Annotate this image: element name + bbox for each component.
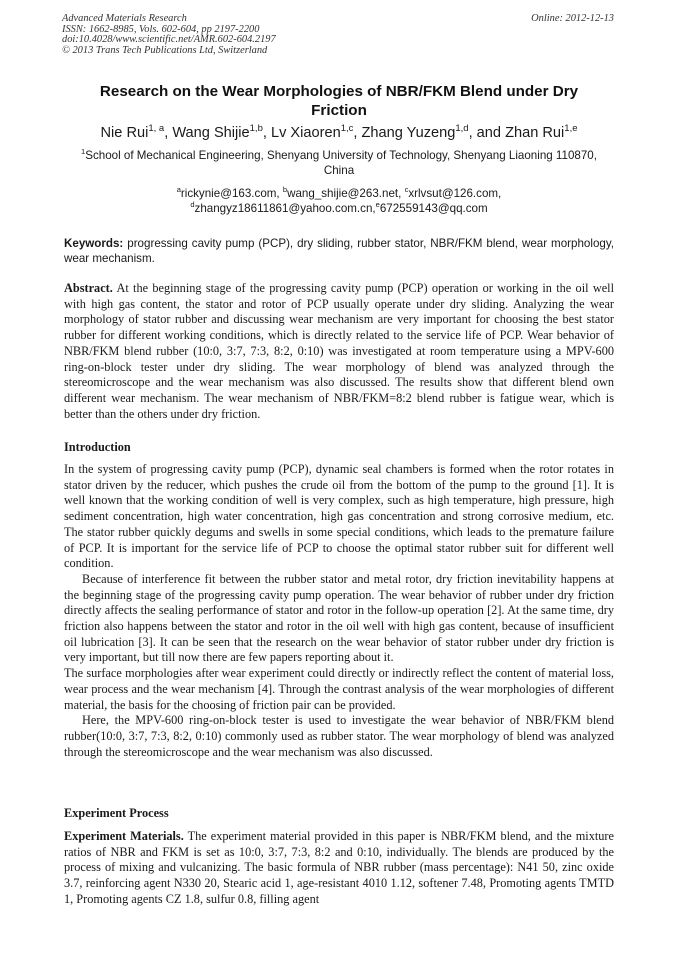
email-link[interactable]: xrlvsut@126.com, (408, 187, 502, 200)
affiliation: $^1$School of Mechanical Engineering, Shenyang University of Technology, Shenyang Liaoning 110870, China (81, 147, 597, 177)
abstract (64, 281, 614, 422)
author: Lv Xiaoren$^{1,c}$, (270, 123, 362, 141)
experiment-materials-text: The experiment material provided in this paper is NBR/FKM blend, and the mixture ratios of NBR and FKM is set as 10:0, 3:7, 7:3, 8:2 and 0:10, individually. The blends are produced by the process of mixing and vulcanizing. The basic formula of NBR rubber (mass percentage): N41 50, zinc oxide 3.7, reinforcing agent N330 20, Stearic acid 1, age-resistant 4010 1.12, softener 7.48, Promoting agents TMTD 1, Promoting agents CZ 1.8, sulfur 0.8, filling agent (64, 829, 614, 906)
experiment-materials-label: Experiment Materials. (64, 829, 184, 843)
journal-copyright: © 2013 Trans Tech Publications Ltd, Switzerland (62, 44, 268, 56)
author: Wang Shijie$^{1,b}$, (172, 123, 271, 141)
experiment-materials (64, 829, 614, 908)
paper-title: Research on the Wear Morphologies of NBR/FKM Blend under Dry Friction (99, 83, 579, 119)
keywords (64, 236, 614, 267)
section-heading-experiment: Experiment Process (64, 806, 169, 820)
keywords-text: progressing cavity pump (PCP), dry sliding, rubber stator, NBR/FKM blend, wear morphology, wear mechanism. (64, 237, 614, 266)
abstract-text: At the beginning stage of the progressing cavity pump (PCP) operation or working in the oil well with high gas content, the stator and rotor of PCP usually operate under dry sliding. Analyzing the wear morphology of stator rubber and discussing wear mechanism are very important for choosing the best stator rubber for different working conditions, which is directly related to the service life of PCP. Wear behavior of NBR/FKM blend rubber (10:0, 3:7, 7:3, 8:2, 0:10) was investigated at room temperature using a MPV-600 ring-on-block tester under dry sliding. The wear morphology of blend was analyzed through the stereomicroscope and the wear mechanism was also discussed. The results show that different blend own different wear mechanism. The wear mechanism of NBR/FKM=8:2 blend rubber is fatigue wear, which is better than the others under dry friction. (64, 281, 614, 421)
journal-doi: doi:10.4028/www.scientific.net/AMR.602-604.2197 (62, 34, 276, 46)
author: Zhan Rui$^{1,e}$ (505, 123, 578, 141)
author-emails (60, 186, 618, 216)
abstract-label: Abstract. (64, 281, 113, 295)
keywords-label: Keywords: (64, 237, 124, 250)
email-line: $^a$rickynie@163.com, $^b$wang_shijie@263.net, $^c$xrlvsut@126.com, (176, 185, 502, 200)
email-line: $^d$zhangyz18611861@yahoo.com.cn,$^e$672559143@qq.com (190, 200, 488, 215)
online-date: Online: 2012-12-13 (531, 13, 614, 24)
journal-issn: ISSN: 1662-8985, Vols. 602-604, pp 2197-2200 (62, 23, 260, 35)
author: Nie Rui$^{1, a}$, (100, 123, 173, 141)
author-list (40, 123, 638, 143)
paragraph: Here, the MPV-600 ring-on-block tester is used to investigate the wear behavior of NBR/FKM blend rubber(10:0, 3:7, 7:3, 8:2, 0:10) commonly used as rubber stator. The wear morphology of blend was analyzed through the stereomicroscope and the wear mechanism was also discussed. (64, 713, 614, 759)
paragraph: The surface morphologies after wear experiment could directly or indirectly reflect the content of material loss, wear process and the wear mechanism [4]. Through the contrast analysis of the wear morphologies of different material, the basis for the choosing of friction pair can be provided. (64, 666, 614, 712)
section-heading-introduction: Introduction (64, 440, 131, 454)
email-link[interactable]: zhangyz18611861@yahoo.com.cn, (194, 202, 376, 215)
paragraph: In the system of progressing cavity pump (PCP), dynamic seal chambers is formed when the rotor rotates in stator driven by the reducer, which pushes the crude oil from the bottom of the pump to the ground [1]. It is well known that the working condition of well is very complex, such as high temperature, high pressure, high sediment concentration, high water concentration, high gas concentration and strong corrosive medium, etc. The stator rubber quickly degums and swells in some special conditions, which leads to the premature failure of PCP. It is important for the service life of PCP to choose the optimal stator rubber suit for different well condition. (64, 462, 614, 571)
journal-header (62, 14, 276, 56)
author: Zhang Yuzeng$^{1,d}$, and (361, 123, 506, 141)
introduction-body (64, 462, 614, 760)
email-link[interactable]: 672559143@qq.com (379, 202, 488, 215)
email-link[interactable]: rickynie@163.com, (180, 187, 283, 200)
paragraph: Because of interference fit between the rubber stator and metal rotor, dry friction inevitability happens at the beginning stage of the progressing cavity pump operation. The wear behavior of rubber under dry friction directly affects the sealing performance of stator and rotor in the follow-up operation [2]. At the same time, dry friction also happens between the stator and rotor in the oil well with high gas content, because of insufficient oil lubrication [3]. It can be seen that the research on the wear behavior of stator rubber under dry friction is very important, but till now there are few papers reporting about it. (64, 571, 614, 665)
journal-name: Advanced Materials Research (62, 13, 187, 24)
email-link[interactable]: wang_shijie@263.net, (287, 187, 405, 200)
